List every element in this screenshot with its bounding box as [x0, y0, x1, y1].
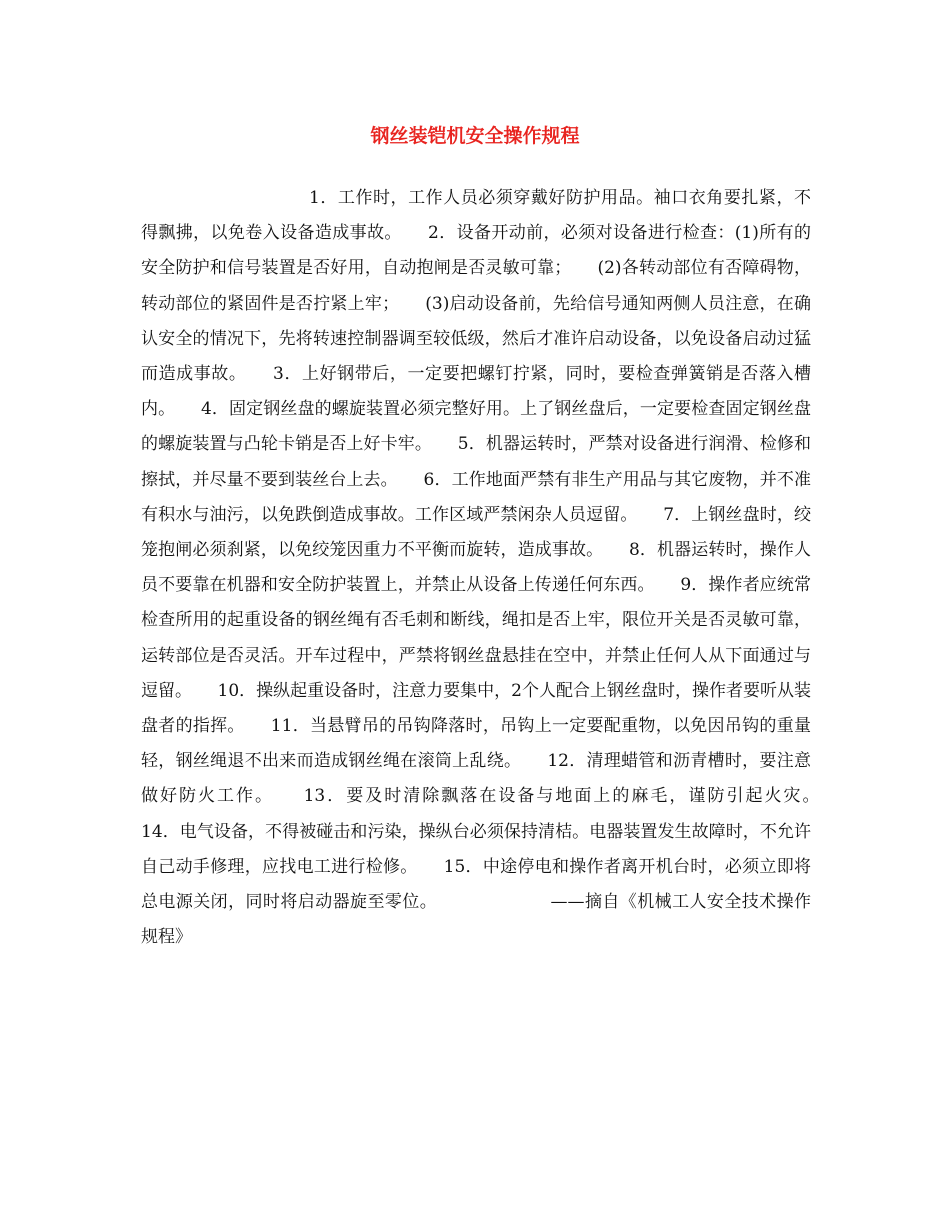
- body-paragraph: 1．工作时，工作人员必须穿戴好防护用品。袖口衣角要扎紧，不得飘拂，以免卷入设备造成事故。 2．设备开动前，必须对设备进行检查：(1)所有的安全防护和信号装置是否好用，自动抱闸是否灵敏可靠； (2)各转动部位有否障碍物，转动部位的紧固件是否拧紧上牢； (3)启动设备前，先给信号通知两侧人员注意，在确认安全的情况下，先将转速控制器调至较低级，然后才准许启动设备，以免设备启动过猛而造成事故。 3．上好钢带后，一定要把螺钉拧紧，同时，要检查弹簧销是否落入槽内。 4．固定钢丝盘的螺旋装置必须完整好用。上了钢丝盘后，一定要检查固定钢丝盘的螺旋装置与凸轮卡销是否上好卡牢。 5．机器运转时，严禁对设备进行润滑、检修和擦拭，并尽量不要到装丝台上去。 6．工作地面严禁有非生产用品与其它废物，并不准有积水与油污，以免跌倒造成事故。工作区域严禁闲杂人员逗留。 7．上钢丝盘时，绞笼抱闸必须刹紧，以免绞笼因重力不平衡而旋转，造成事故。 8．机器运转时，操作人员不要靠在机器和安全防护装置上，并禁止从设备上传递任何东西。 9．操作者应统常检查所用的起重设备的钢丝绳有否毛刺和断线，绳扣是否上牢，限位开关是否灵敏可靠，运转部位是否灵活。开车过程中，严禁将钢丝盘悬挂在空中，并禁止任何人从下面通过与逗留。 10．操纵起重设备时，注意力要集中，2个人配合上钢丝盘时，操作者要听从装盘者的指挥。 11．当悬臂吊的吊钩降落时，吊钩上一定要配重物，以免因吊钩的重量轻，钢丝绳退不出来而造成钢丝绳在滚筒上乱绕。 12．清理蜡管和沥青槽时，要注意做好防火工作。 13．要及时清除飘落在设备与地面上的麻毛，谨防引起火灾。 14．电气设备，不得被碰击和污染，操纵台必须保持清桔。电器装置发生故障时，不允许自己动手修理，应找电工进行检修。 15．中途停电和操作者离开机台时，必须立即将总电源关闭，同时将启动器旋至零位。 ——摘自《机械工人安全技术操作规程》: [141, 188, 845, 948]
- page-title: 钢丝装铠机安全操作规程: [370, 125, 580, 147]
